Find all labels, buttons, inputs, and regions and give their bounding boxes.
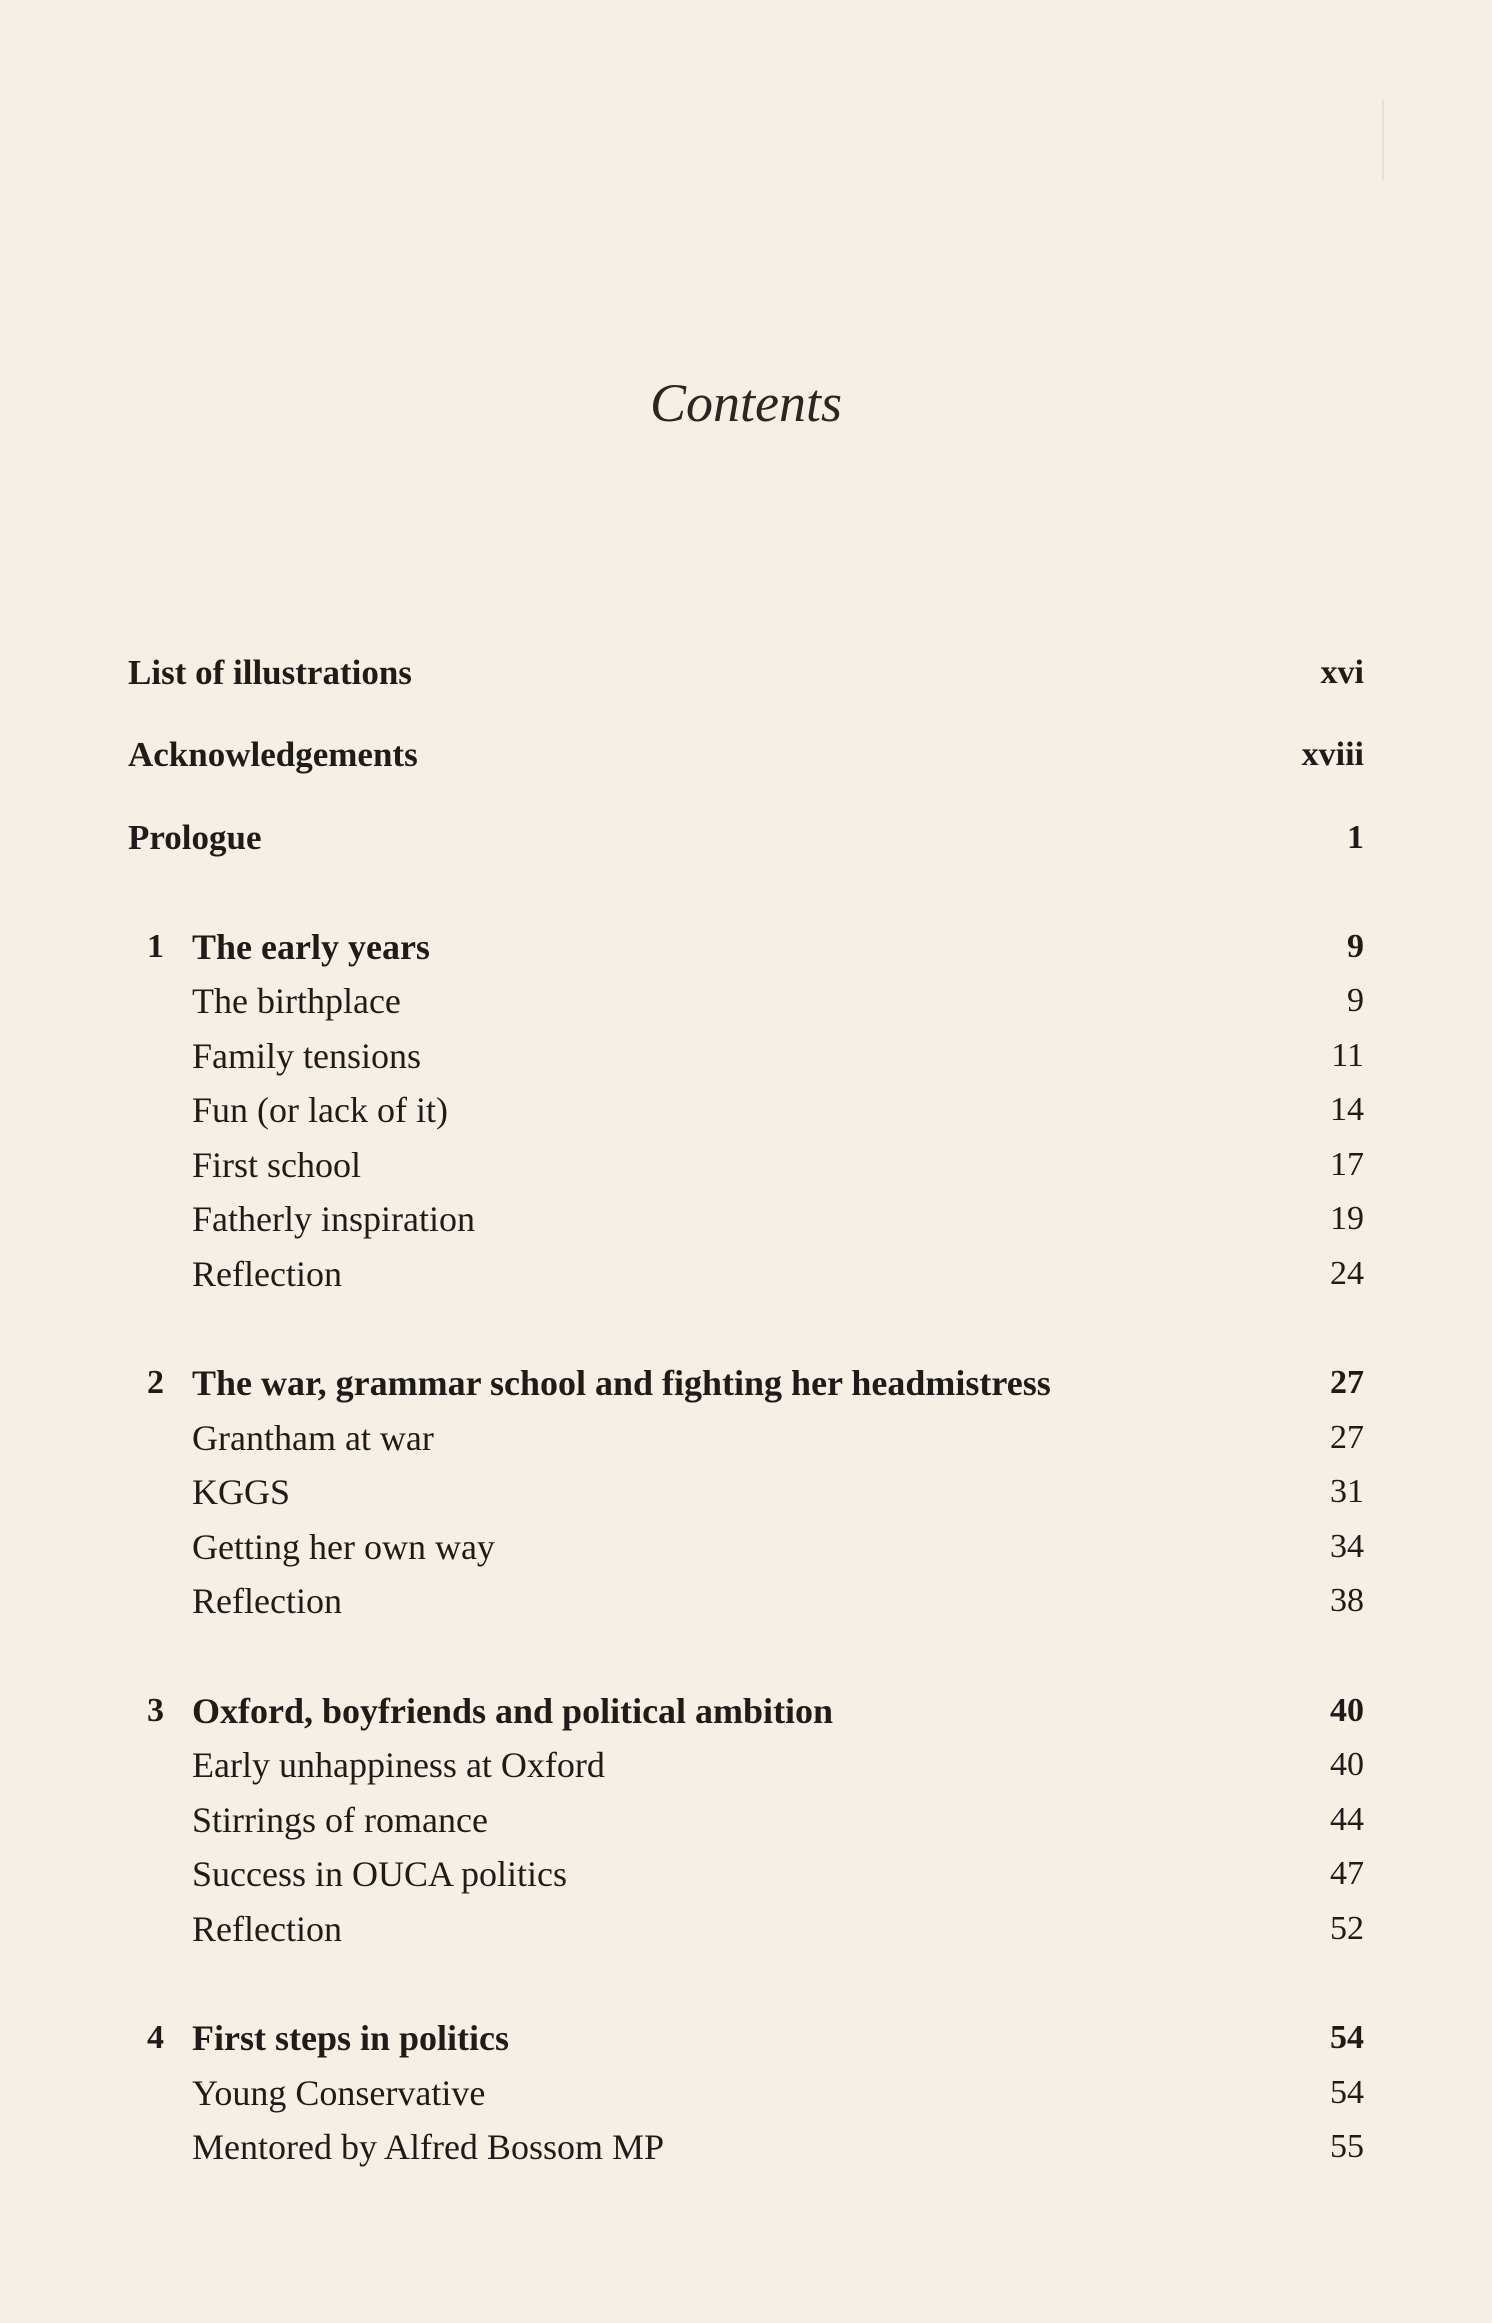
chapter-title: The early years — [192, 927, 430, 967]
chapter-page: 54 — [1330, 2019, 1364, 2056]
show-through-mark — [1382, 100, 1384, 180]
section-label: Grantham at war — [192, 1418, 434, 1458]
toc-section[interactable] — [0, 1249, 1492, 1299]
section-page: 27 — [1330, 1419, 1364, 1456]
section-label: Early unhappiness at Oxford — [192, 1745, 605, 1785]
section-page: 9 — [1347, 982, 1364, 1019]
toc-chapter-3[interactable] — [0, 1686, 1492, 1736]
section-label: Reflection — [192, 1581, 342, 1621]
section-page: 11 — [1331, 1037, 1364, 1074]
section-page: 40 — [1330, 1746, 1364, 1783]
section-label: Mentored by Alfred Bossom MP — [192, 2127, 664, 2167]
section-label: Fatherly inspiration — [192, 1199, 475, 1239]
chapter-title: Oxford, boyfriends and political ambition — [192, 1691, 834, 1731]
chapter-page: 27 — [1330, 1364, 1364, 1401]
toc-section[interactable] — [0, 976, 1492, 1026]
toc-section[interactable] — [0, 1904, 1492, 1954]
chapter-title: The war, grammar school and fighting her headmistress — [192, 1363, 1051, 1403]
toc-section[interactable] — [0, 1795, 1492, 1845]
toc-section[interactable] — [0, 2068, 1492, 2118]
section-label: Young Conservative — [192, 2073, 486, 2113]
section-page: 24 — [1330, 1255, 1364, 1292]
section-label: Stirrings of romance — [192, 1800, 488, 1840]
section-page: 47 — [1330, 1855, 1364, 1892]
toc-section[interactable] — [0, 1467, 1492, 1517]
toc-entry-front[interactable] — [0, 648, 1492, 698]
toc-chapter-1[interactable] — [0, 922, 1492, 972]
chapter-page: 40 — [1330, 1692, 1364, 1729]
toc-section[interactable] — [0, 1085, 1492, 1135]
toc-section[interactable] — [0, 1522, 1492, 1572]
section-label: Getting her own way — [192, 1527, 495, 1567]
chapter-number: 4 — [147, 2019, 164, 2056]
chapter-title: First steps in politics — [192, 2018, 510, 2058]
section-page: 17 — [1330, 1146, 1364, 1183]
section-page: 44 — [1330, 1801, 1364, 1838]
section-page: 55 — [1330, 2128, 1364, 2165]
toc-entry-label: Acknowledgements — [128, 735, 418, 774]
section-label: Success in OUCA politics — [192, 1854, 567, 1894]
section-page: 31 — [1330, 1473, 1364, 1510]
section-label: The birthplace — [192, 981, 401, 1021]
toc-chapter-2[interactable] — [0, 1358, 1492, 1408]
toc-section[interactable] — [0, 1413, 1492, 1463]
toc-entry-page: xviii — [1301, 736, 1364, 773]
section-page: 38 — [1330, 1582, 1364, 1619]
toc-entry-label: Prologue — [128, 818, 262, 857]
section-label: Fun (or lack of it) — [192, 1090, 448, 1130]
section-page: 52 — [1330, 1910, 1364, 1947]
section-page: 14 — [1330, 1091, 1364, 1128]
section-label: Reflection — [192, 1909, 342, 1949]
chapter-number: 2 — [147, 1364, 164, 1401]
toc-section[interactable] — [0, 1740, 1492, 1790]
toc-entry-front[interactable] — [0, 730, 1492, 780]
toc-entry-page: 1 — [1347, 819, 1364, 856]
section-page: 19 — [1330, 1200, 1364, 1237]
toc-section[interactable] — [0, 2122, 1492, 2172]
toc-section[interactable] — [0, 1576, 1492, 1626]
chapter-number: 1 — [147, 928, 164, 965]
chapter-page: 9 — [1347, 928, 1364, 965]
toc-entry-label: List of illustrations — [128, 653, 412, 692]
toc-entry-front[interactable] — [0, 813, 1492, 863]
section-label: KGGS — [192, 1472, 291, 1512]
chapter-number: 3 — [147, 1692, 164, 1729]
section-label: First school — [192, 1145, 362, 1185]
toc-entry-page: xvi — [1320, 654, 1364, 691]
toc-section[interactable] — [0, 1849, 1492, 1899]
toc-section[interactable] — [0, 1194, 1492, 1244]
section-label: Reflection — [192, 1254, 342, 1294]
page-title: Contents — [649, 373, 842, 433]
toc-section[interactable] — [0, 1140, 1492, 1190]
section-page: 54 — [1330, 2074, 1364, 2111]
toc-chapter-4[interactable] — [0, 2013, 1492, 2063]
toc-section[interactable] — [0, 1031, 1492, 1081]
section-label: Family tensions — [192, 1036, 422, 1076]
section-page: 34 — [1330, 1528, 1364, 1565]
